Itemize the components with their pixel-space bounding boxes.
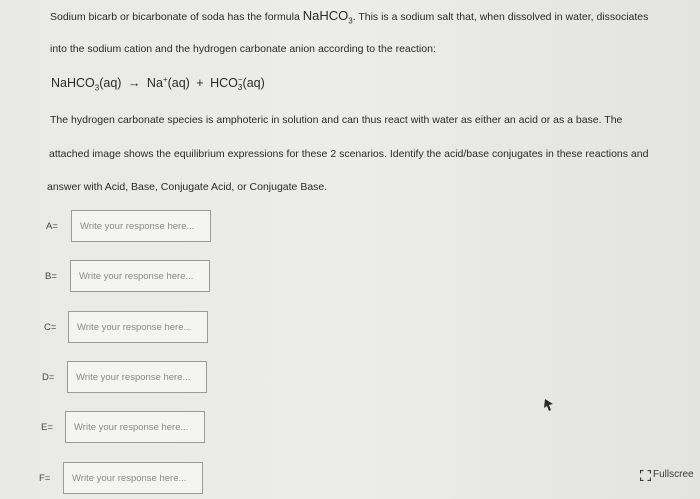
mouse-cursor-icon xyxy=(543,398,555,412)
product-bicarbonate-subscript: 3 xyxy=(237,82,243,92)
dissociation-equation xyxy=(51,75,265,93)
response-input-c[interactable] xyxy=(68,311,208,343)
formula-subscript: 3 xyxy=(348,16,353,26)
plus-sign: + xyxy=(196,76,204,91)
response-label-e: E= xyxy=(41,422,53,433)
reactant-subscript: 3 xyxy=(94,83,100,93)
question-text-line-1 xyxy=(50,9,648,29)
response-label-b: B= xyxy=(45,271,57,282)
product-bicarbonate-charge: − xyxy=(237,74,243,84)
response-input-a[interactable] xyxy=(71,210,211,242)
response-label-d: D= xyxy=(42,372,55,383)
response-input-d[interactable] xyxy=(67,361,207,393)
product-bicarbonate-state: (aq) xyxy=(242,76,265,91)
response-input-b[interactable] xyxy=(70,260,210,292)
response-label-c: C= xyxy=(44,322,57,333)
fullscreen-icon xyxy=(640,470,649,479)
response-input-f[interactable] xyxy=(63,462,203,494)
response-input-e[interactable] xyxy=(65,411,205,443)
reactant-state: (aq) xyxy=(99,76,122,91)
product-sodium: Na xyxy=(146,76,163,91)
formula-base: NaHCO xyxy=(302,8,349,23)
question-text-line-3: The hydrogen carbonate species is amphoteric in solution and can thus react with water as either an acid or as a base. The xyxy=(50,114,623,126)
response-label-a: A= xyxy=(46,221,58,232)
product-bicarbonate: HCO xyxy=(210,76,238,91)
question-text-line-5: answer with Acid, Base, Conjugate Acid, or Conjugate Base. xyxy=(47,181,328,193)
response-label-f: F= xyxy=(39,473,51,484)
reactant: NaHCO xyxy=(51,76,95,91)
question-text-suffix: . This is a sodium salt that, when dissolved in water, dissociates xyxy=(352,11,649,23)
question-text-line-4: attached image shows the equilibrium expressions for these 2 scenarios. Identify the acid/base conjugates in these reactions and xyxy=(49,148,649,160)
formula xyxy=(302,8,353,26)
product-sodium-state: (aq) xyxy=(167,76,190,91)
fullscreen-button[interactable] xyxy=(640,466,700,482)
question-text-prefix: Sodium bicarb or bicarbonate of soda has the formula xyxy=(50,11,303,23)
product-sodium-charge: + xyxy=(162,75,168,84)
reaction-arrow: → xyxy=(127,76,141,91)
fullscreen-label: Fullscree xyxy=(653,468,694,480)
question-text-line-2: into the sodium cation and the hydrogen carbonate anion according to the reaction: xyxy=(50,43,436,55)
